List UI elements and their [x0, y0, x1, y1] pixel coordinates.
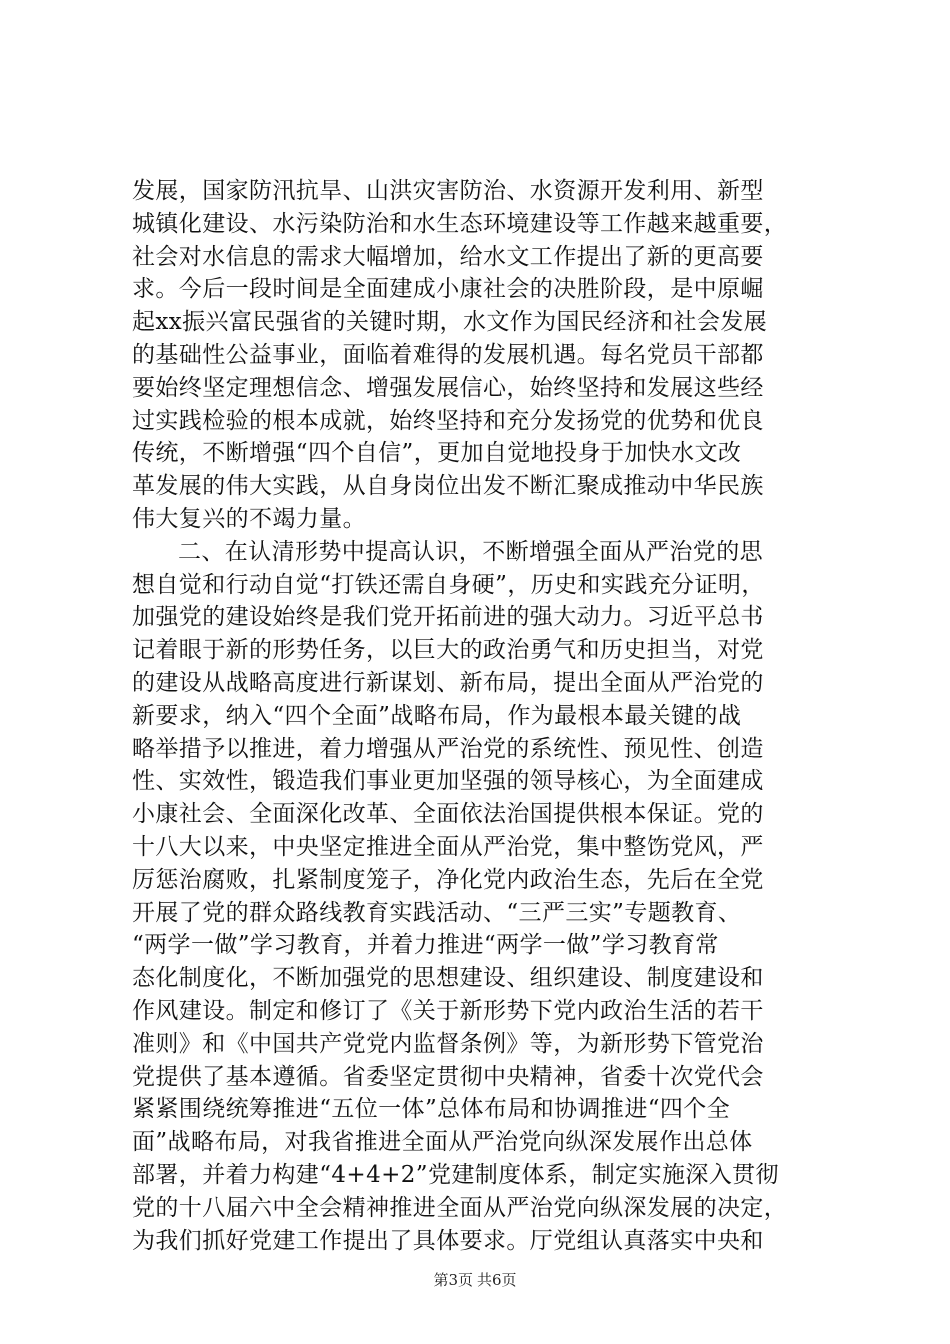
text-line: 小康社会、全面深化改革、全面依法治国提供根本保证。党的: [132, 801, 764, 828]
text-line: 为我们抓好党建工作提出了具体要求。厅党组认真落实中央和: [132, 1227, 764, 1254]
text-line: 作风建设。制定和修订了《关于新形势下党内政治生活的若干: [132, 997, 764, 1024]
text-line: 发展，国家防汛抗旱、山洪灾害防治、水资源开发利用、新型: [132, 178, 764, 204]
text-line: 传统，不断增强“四个自信”，更加自觉地投身于加快水文改: [132, 440, 742, 467]
text-line: 态化制度化，不断加强党的思想建设、组织建设、制度建设和: [132, 965, 764, 992]
text-line: 的建设从战略高度进行新谋划、新布局，提出全面从严治党的: [132, 669, 764, 696]
text-line: 过实践检验的根本成就，始终坚持和充分发扬党的优势和优良: [132, 407, 764, 434]
text-line: 性、实效性，锻造我们事业更加坚强的领导核心，为全面建成: [132, 768, 764, 795]
page-footer: [0, 1270, 950, 1290]
text-line: 厉惩治腐败，扎紧制度笼子，净化党内政治生态，先后在全党: [132, 866, 764, 893]
text-line: 社会对水信息的需求大幅增加，给水文工作提出了新的更高要: [132, 243, 764, 270]
text-line: “两学一做”学习教育，并着力推进“两学一做”学习教育常: [132, 932, 719, 959]
text-line: 面”战略布局，对我省推进全面从严治党向纵深发展作出总体: [132, 1129, 753, 1156]
paragraph-start-line: 二、在认清形势中提高认识，不断增强全面从严治党的思: [178, 538, 763, 565]
text-line: 准则》和《中国共产党党内监督条例》等，为新形势下管党治: [132, 1030, 764, 1057]
text-line: 开展了党的群众路线教育实践活动、“三严三实”专题教育、: [132, 899, 742, 926]
text-line: 略举措予以推进，着力增强从严治党的系统性、预见性、创造: [132, 735, 764, 762]
text-line: 记着眼于新的形势任务，以巨大的政治勇气和历史担当，对党: [132, 637, 764, 664]
page-total: 共6页: [477, 1271, 517, 1289]
text-line: 党的十八届六中全会精神推进全面从严治党向纵深发展的决定，: [132, 1194, 788, 1221]
text-line: 求。今后一段时间是全面建成小康社会的决胜阶段，是中原崛: [132, 276, 764, 303]
text-line: 加强党的建设始终是我们党开拓前进的强大动力。习近平总书: [132, 604, 764, 631]
text-line: 起xx振兴富民强省的关键时期，水文作为国民经济和社会发展: [132, 309, 768, 336]
text-line: 部署，并着力构建“4+4+2”党建制度体系，制定实施深入贯彻: [132, 1161, 779, 1188]
text-line: 的基础性公益事业，面临着难得的发展机遇。每名党员干部都: [132, 341, 764, 368]
text-line: 革发展的伟大实践，从自身岗位出发不断汇聚成推动中华民族: [132, 473, 764, 500]
document-body: [132, 175, 832, 1257]
text-line: 紧紧围绕统筹推进“五位一体”总体布局和协调推进“四个全: [132, 1096, 731, 1123]
text-line: 伟大复兴的不竭力量。: [132, 505, 366, 532]
text-line: 党提供了基本遵循。省委坚定贯彻中央精神，省委十次党代会: [132, 1063, 764, 1090]
text-line: 十八大以来，中央坚定推进全面从严治党，集中整饬党风，严: [132, 833, 764, 860]
text-line: 城镇化建设、水污染防治和水生态环境建设等工作越来越重要，: [132, 210, 788, 237]
text-line: 想自觉和行动自觉“打铁还需自身硬”，历史和实践充分证明，: [132, 571, 765, 598]
text-line: 新要求，纳入“四个全面”战略布局，作为最根本最关键的战: [132, 702, 742, 729]
text-line: 要始终坚定理想信念、增强发展信心，始终坚持和发展这些经: [132, 374, 764, 401]
page-number: 第3页: [433, 1271, 473, 1289]
